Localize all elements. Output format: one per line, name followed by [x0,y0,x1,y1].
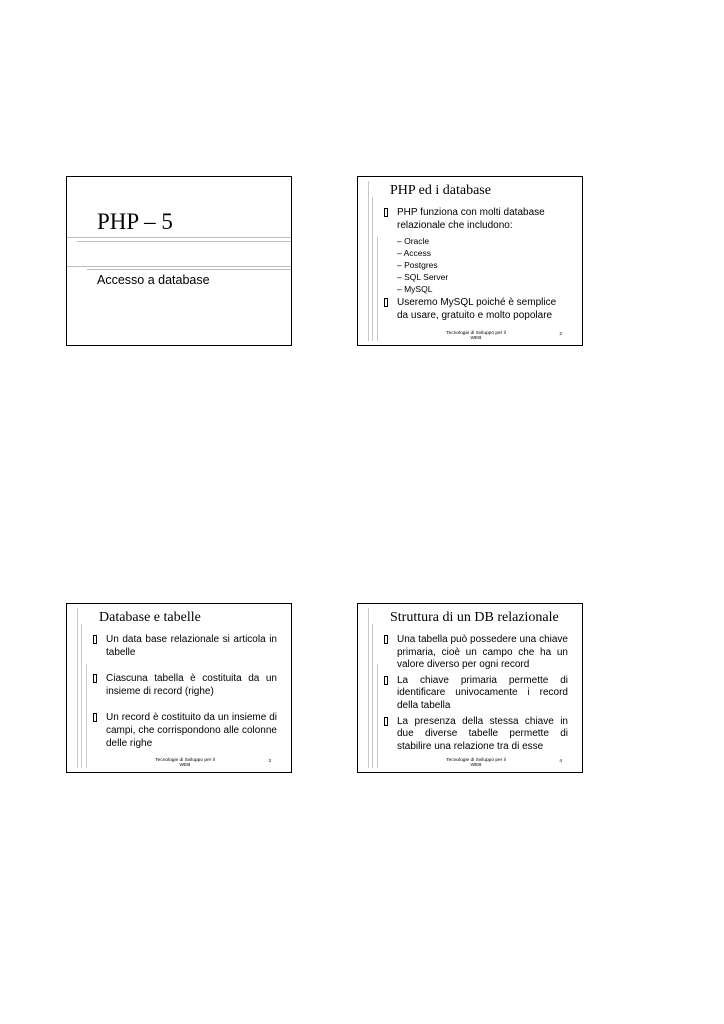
footer-text: Tecnologie di Sviluppo per il WEB [446,330,506,342]
slide-title: PHP ed i database [390,183,491,198]
decorative-line [368,608,369,768]
decorative-line [87,269,291,270]
bullet-item [93,712,277,750]
slide-3 [66,603,292,773]
sub-item: – SQL Server [397,272,449,283]
sub-item: – Oracle [397,236,430,247]
bullet-item [384,675,568,713]
decorative-line [377,664,378,768]
slide-footer [384,757,568,769]
decorative-line [86,664,87,768]
bullet-item [384,634,568,672]
decorative-line [368,181,369,341]
slide-body [384,634,568,756]
slide-subtitle: Accesso a database [97,273,210,287]
bullet-icon [384,298,388,307]
decorative-line [81,624,82,768]
bullet-text: La chiave primaria permette di identificare univocamente i record della tabella [397,674,568,711]
slide-title: Struttura di un DB relazionale [390,610,559,625]
bullet-text: Ciascuna tabella è costituita da un insieme di record (righe) [106,673,277,697]
decorative-line [77,241,291,242]
footer-text: Tecnologie di Sviluppo per il WEB [155,757,215,769]
slide-title: PHP – 5 [97,209,173,234]
slide-title: Database e tabelle [99,610,201,625]
decorative-line [77,608,78,768]
bullet-text: Un record è costituito da un insieme di campi, che corrispondono alle colonne delle righe [106,712,277,749]
bullet-icon [93,674,97,683]
slide-footer [93,757,277,769]
slide-1 [66,176,292,346]
footer-text: Tecnologie di Sviluppo per il WEB [446,757,506,769]
page-number: 2 [559,332,562,338]
page-number: 3 [268,759,271,765]
sub-item: – Access [397,248,432,259]
bullet-item [384,716,568,754]
slide-body [384,207,568,325]
bullet-icon [93,635,97,644]
slide-4 [357,603,583,773]
slide-2 [357,176,583,346]
bullet-icon [384,717,388,726]
slide-body [93,634,277,753]
decorative-line [372,197,373,341]
bullet-item [93,634,277,659]
slide-footer [384,330,568,342]
page-number: 4 [559,759,562,765]
bullet-item [384,297,568,322]
bullet-text: Una tabella può possedere una chiave primaria, cioè un campo che ha un valore diverso per ogni record [397,634,568,671]
bullet-item [384,207,568,232]
bullet-icon [384,676,388,685]
sub-item: – Postgres [397,260,438,271]
bullet-icon [93,713,97,722]
sub-item: – MySQL [397,284,433,295]
bullet-text: Useremo MySQL poiché è semplice da usare, gratuito e molto popolare [397,297,557,321]
bullet-item [93,673,277,698]
decorative-line [372,624,373,768]
bullet-text: PHP funziona con molti database relazionale che includono: [397,207,545,231]
decorative-line [67,237,291,238]
bullet-text: La presenza della stessa chiave in due diverse tabelle permette di stabilire una relazione tra di esse [397,715,568,752]
decorative-line [377,237,378,341]
decorative-line [67,266,291,267]
bullet-icon [384,635,388,644]
bullet-text: Un data base relazionale si articola in tabelle [106,634,277,658]
bullet-icon [384,208,388,217]
